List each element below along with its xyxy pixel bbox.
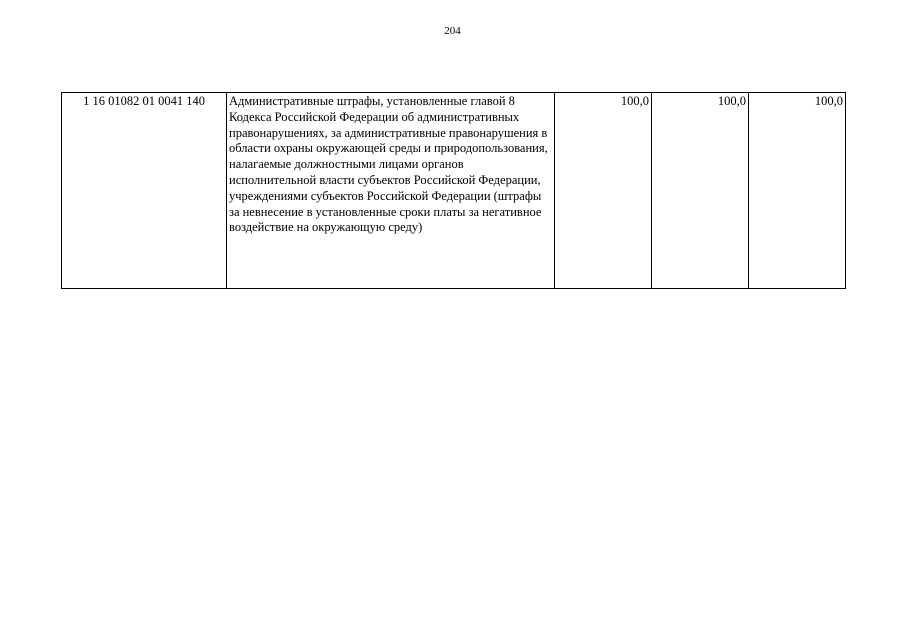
table-row xyxy=(62,93,846,289)
amount-cell-1: 100,0 xyxy=(555,93,652,289)
amount-cell-3: 100,0 xyxy=(749,93,846,289)
amount-cell-2: 100,0 xyxy=(652,93,749,289)
budget-table xyxy=(61,92,846,289)
revenue-description: Административные штрафы, установленные главой 8 Кодекса Российской Федерации об административных правонарушениях, за административные правонарушения в области охраны окружающей среды и природопользования, налагаемые должностными лицами органов исполнительной власти субъектов Российской Федерации, учреждениями субъектов Российской Федерации (штрафы за невнесение в установленные сроки платы за негативное воздействие на окружающую среду) xyxy=(227,93,555,289)
budget-classification-code: 1 16 01082 01 0041 140 xyxy=(62,93,227,289)
page-number: 204 xyxy=(444,25,461,37)
